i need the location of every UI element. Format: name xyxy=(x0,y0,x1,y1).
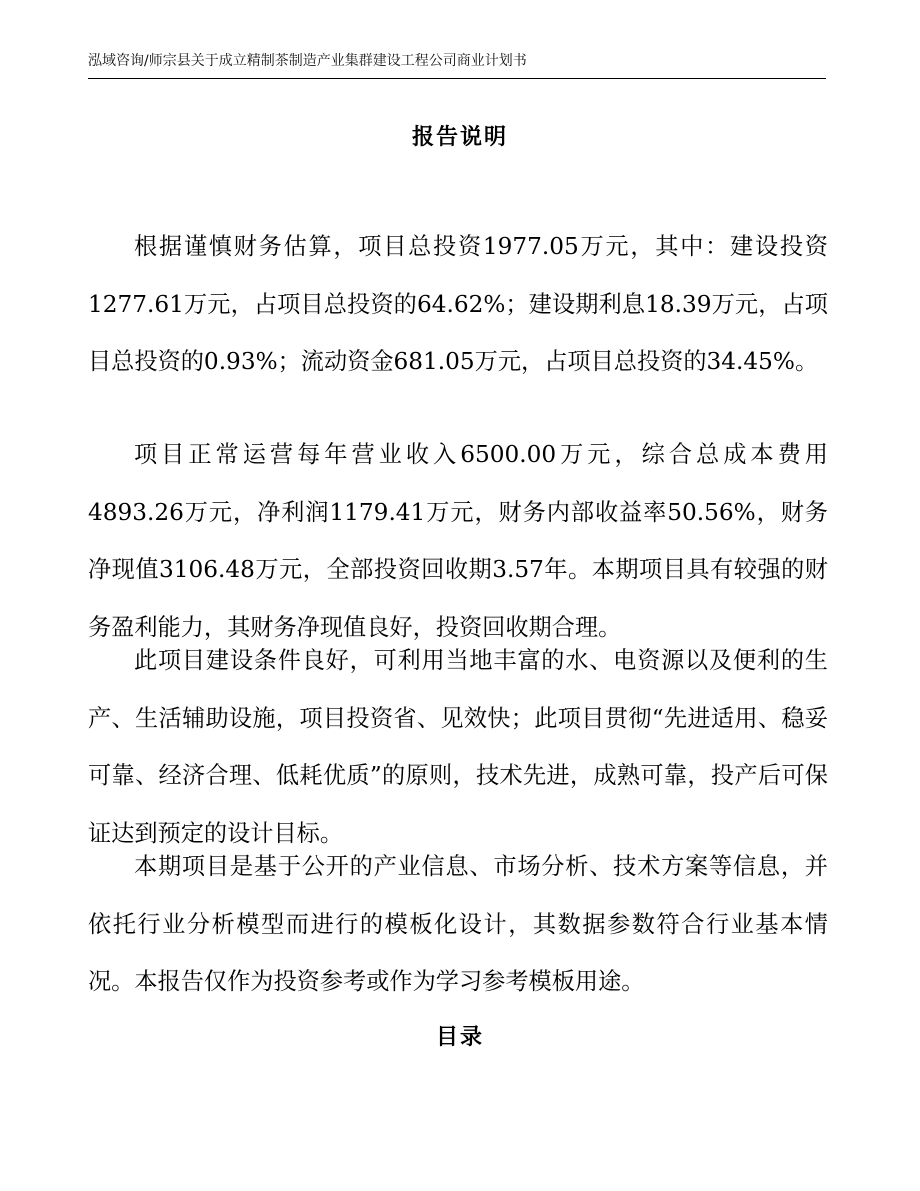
paragraph-conditions: 此项目建设条件良好，可利用当地丰富的水、电资源以及便利的生产、生活辅助设施，项目投资省、见效快；此项目贯彻“先进适用、稳妥可靠、经济合理、低耗优质”的原则，技术先进，成熟可靠，投产后可保证达到预定的设计目标。 xyxy=(88,647,828,847)
report-title: 报告说明 xyxy=(411,125,508,150)
toc-title: 目录 xyxy=(435,1025,484,1050)
header-divider xyxy=(88,78,826,79)
paragraph-investment: 根据谨慎财务估算，项目总投资1977.05万元，其中：建设投资1277.61万元，占项目总投资的64.62%；建设期利息18.39万元，占项目总投资的0.93%；流动资金681.05万元，占项目总投资的34.45%。 xyxy=(88,233,828,376)
running-header: 泓域咨询/师宗县关于成立精制茶制造产业集群建设工程公司商业计划书 xyxy=(88,53,527,69)
paragraph-revenue: 项目正常运营每年营业收入6500.00万元，综合总成本费用4893.26万元，净利润1179.41万元，财务内部收益率50.56%，财务净现值3106.48万元，全部投资回收期3.57年。本期项目具有较强的财务盈利能力，其财务净现值良好，投资回收期合理。 xyxy=(88,441,828,641)
paragraph-disclaimer: 本期项目是基于公开的产业信息、市场分析、技术方案等信息，并依托行业分析模型而进行的模板化设计，其数据参数符合行业基本情况。本报告仅作为投资参考或作为学习参考模板用途。 xyxy=(88,853,828,996)
